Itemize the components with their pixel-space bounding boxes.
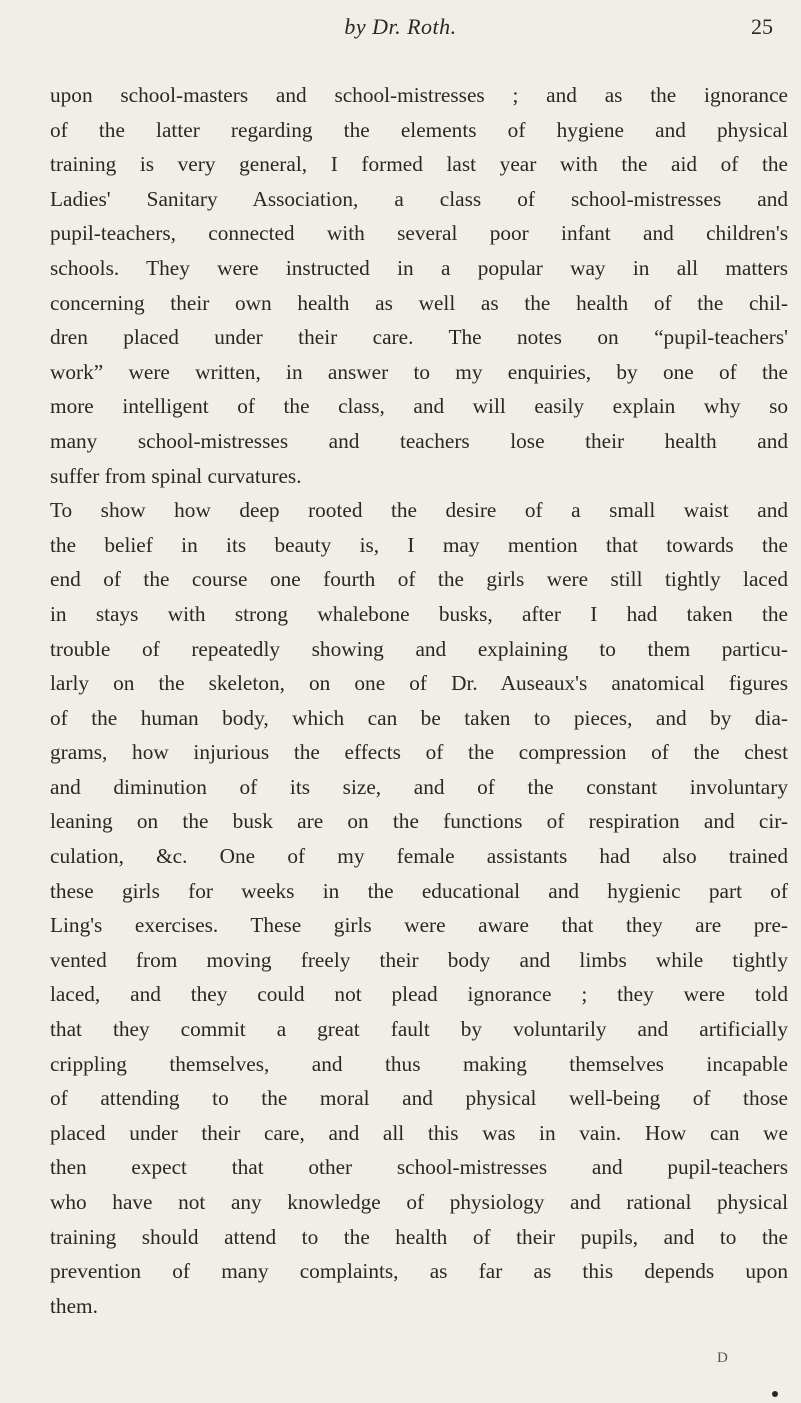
text-line: training should attend to the health of their pupils, and to the: [50, 1224, 788, 1249]
signature-mark: D: [717, 1350, 728, 1366]
running-head: [0, 14, 801, 44]
text-line: training is very general, I formed last year with the aid of the: [50, 152, 788, 177]
text-line: leaning on the busk are on the functions of respiration and cir-: [50, 809, 788, 834]
text-line: prevention of many complaints, as far as this depends upon: [50, 1259, 788, 1284]
text-line: laced, and they could not plead ignorance ; they were told: [50, 982, 788, 1007]
text-line: of the human body, which can be taken to pieces, and by dia-: [50, 705, 788, 730]
text-line: end of the course one fourth of the girls were still tightly laced: [50, 567, 788, 592]
text-line: grams, how injurious the effects of the compression of the chest: [50, 740, 788, 765]
running-title: by Dr. Roth.: [344, 14, 457, 39]
text-line: these girls for weeks in the educational and hygienic part of: [50, 878, 788, 903]
text-line: concerning their own health as well as the health of the chil-: [50, 290, 788, 315]
text-line: schools. They were instructed in a popular way in all matters: [50, 255, 788, 280]
page-number: 25: [751, 14, 773, 39]
text-line: culation, &c. One of my female assistants had also trained: [50, 844, 788, 869]
text-line: Ling's exercises. These girls were aware that they are pre-: [50, 913, 788, 938]
text-line: more intelligent of the class, and will easily explain why so: [50, 394, 788, 419]
text-line: larly on the skeleton, on one of Dr. Auseaux's anatomical figures: [50, 671, 788, 696]
ink-speck: [772, 1391, 778, 1397]
text-line: of the latter regarding the elements of hygiene and physical: [50, 117, 788, 142]
text-line: them.: [50, 1293, 98, 1318]
text-line: and diminution of its size, and of the constant involuntary: [50, 774, 788, 799]
text-line: work” were written, in answer to my enquiries, by one of the: [50, 359, 788, 384]
body-text: [50, 78, 788, 1323]
text-line: suffer from spinal curvatures.: [50, 463, 302, 488]
text-line: who have not any knowledge of physiology and rational physical: [50, 1190, 788, 1214]
text-line: trouble of repeatedly showing and explaining to them particu-: [50, 636, 788, 661]
text-line: crippling themselves, and thus making themselves incapable: [50, 1051, 788, 1076]
text-line: dren placed under their care. The notes on “pupil-teachers': [50, 325, 788, 350]
text-line: many school-mistresses and teachers lose their health and: [50, 428, 788, 453]
text-line: upon school-masters and school-mistresses ; and as the ignorance: [50, 83, 788, 107]
text-line: vented from moving freely their body and limbs while tightly: [50, 947, 788, 972]
text-line: To show how deep rooted the desire of a small waist and: [50, 498, 788, 523]
text-line: the belief in its beauty is, I may mention that towards the: [50, 532, 788, 557]
text-line: then expect that other school-mistresses and pupil-teachers: [50, 1155, 788, 1180]
text-line: that they commit a great fault by voluntarily and artificially: [50, 1017, 788, 1042]
text-line: of attending to the moral and physical well-being of those: [50, 1086, 788, 1111]
text-line: pupil-teachers, connected with several poor infant and children's: [50, 221, 788, 246]
text-line: in stays with strong whalebone busks, after I had taken the: [50, 601, 788, 626]
text-line: Ladies' Sanitary Association, a class of school-mistresses and: [50, 186, 788, 211]
text-line: placed under their care, and all this was in vain. How can we: [50, 1120, 788, 1145]
